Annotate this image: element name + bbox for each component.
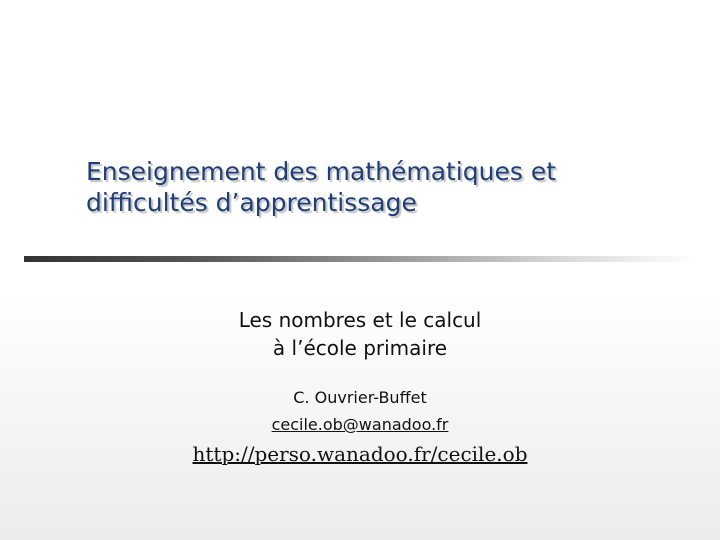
title-line-1: Enseignement des mathématiques et (86, 157, 557, 186)
title-line-2: difficultés d’apprentissage (86, 188, 417, 217)
subtitle-line-2: à l’école primaire (272, 336, 448, 360)
url-line (0, 441, 720, 467)
website-link[interactable]: http://perso.wanadoo.fr/cecile.ob (192, 442, 528, 466)
slide-subtitle (0, 306, 720, 362)
slide-title (86, 156, 686, 218)
author-name: C. Ouvrier-Buffet (293, 388, 427, 407)
email-link[interactable]: cecile.ob@wanadoo.fr (271, 415, 449, 434)
title-divider (24, 256, 696, 262)
email-line (0, 415, 720, 435)
subtitle-line-1: Les nombres et le calcul (238, 308, 482, 332)
